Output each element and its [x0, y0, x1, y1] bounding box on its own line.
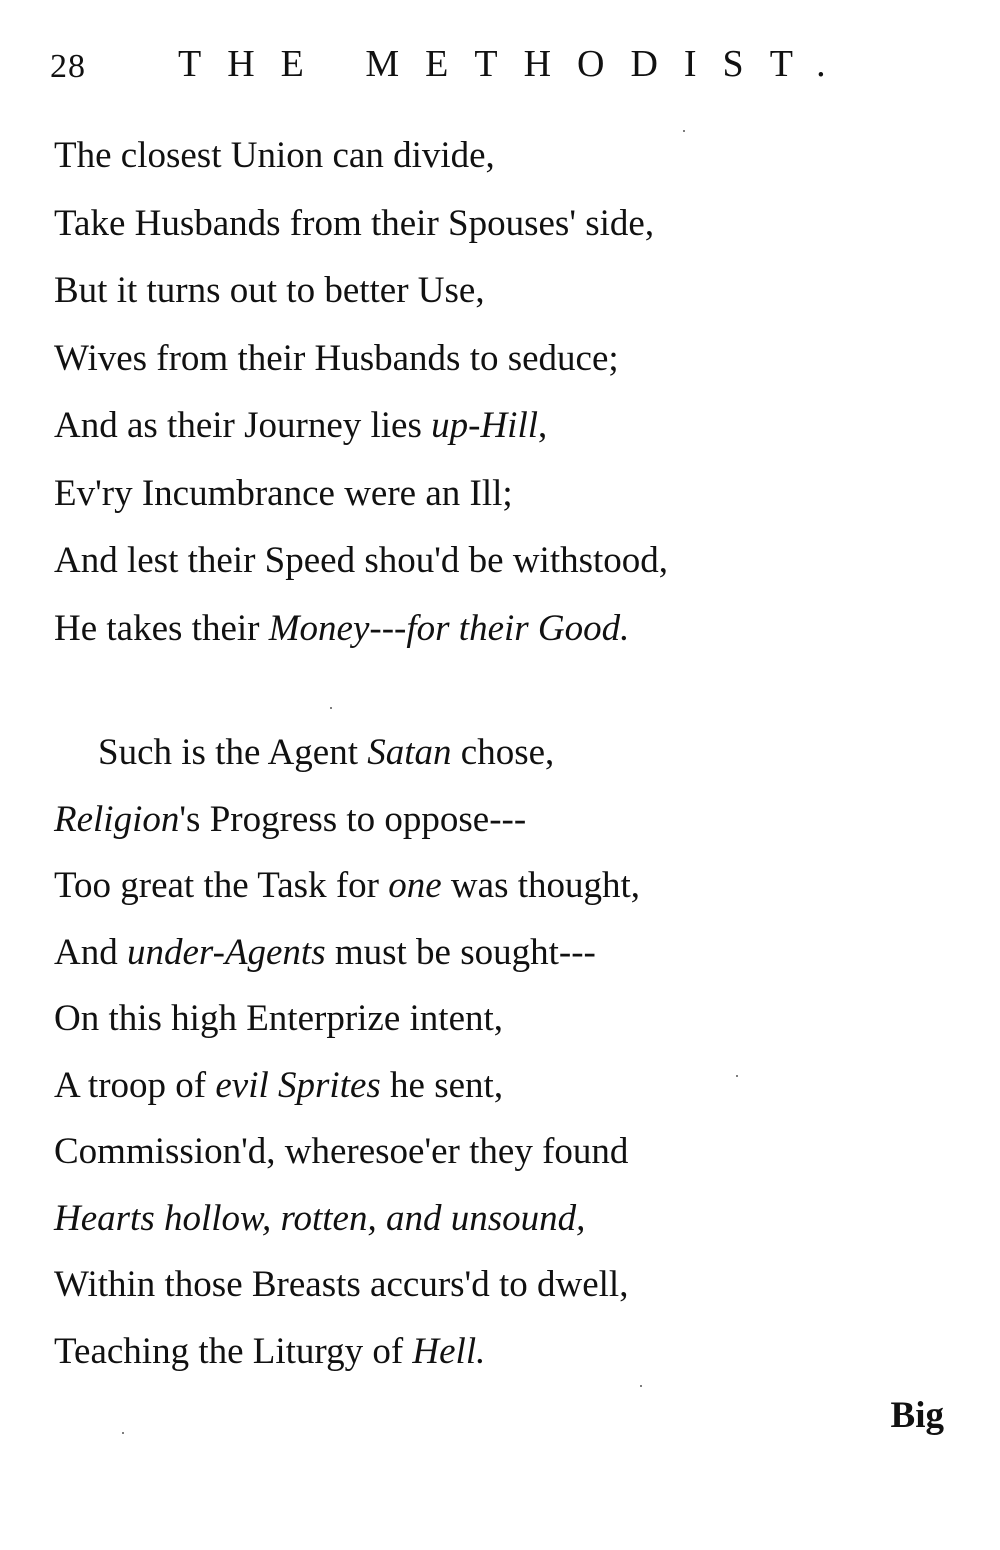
poem-line [54, 257, 668, 325]
italic-text: Hell. [412, 1330, 486, 1372]
paper-speck [683, 130, 685, 132]
italic-text: one [388, 865, 442, 906]
paper-speck [330, 707, 332, 709]
paper-speck [736, 1075, 738, 1077]
line-text: And as their Journey lies [54, 405, 432, 446]
line-text: Take Husbands from their Spouses' side, [54, 202, 655, 244]
line-text: Wives from their Husbands to seduce; [54, 337, 619, 379]
poem-line [54, 1252, 640, 1319]
line-text: Within those Breasts accurs'd to dwell, [54, 1264, 629, 1305]
poem-line [54, 190, 668, 258]
italic-text: Religion [54, 798, 180, 840]
paper-speck [122, 1432, 124, 1434]
poem-line [54, 1053, 640, 1120]
poem-line [54, 1119, 640, 1186]
poem-stanza-1 [54, 122, 668, 662]
line-text: The closest Union can divide, [54, 135, 495, 176]
poem-line [54, 1319, 640, 1386]
italic-text: Satan [367, 732, 452, 773]
running-title: THE METHODIST. [178, 43, 852, 85]
line-text: was thought, [441, 865, 641, 906]
italic-text: Money---for their Good. [268, 607, 630, 649]
line-text: Too great the Task for [54, 865, 389, 906]
poem-line [54, 527, 668, 595]
catchword: Big [890, 1395, 944, 1436]
poem-line [54, 325, 668, 393]
line-text: Teaching the Liturgy of [54, 1330, 413, 1372]
poem-line [54, 720, 640, 787]
poem-line [54, 392, 668, 460]
line-text: must be sought--- [325, 931, 596, 973]
italic-text: Hearts hollow, rotten, and unsound, [54, 1197, 586, 1239]
poem-line [54, 853, 640, 920]
line-text: And [54, 931, 127, 973]
paper-speck [640, 1385, 642, 1387]
line-text: Ev'ry Incumbrance were an Ill; [54, 472, 513, 514]
line-text: Such is the Agent [98, 732, 368, 773]
poem-line [54, 787, 640, 854]
poem-line [54, 920, 640, 987]
line-text: , [538, 405, 548, 446]
poem-line [54, 986, 640, 1053]
page-header [50, 42, 870, 92]
line-text: But it turns out to better Use, [54, 270, 485, 311]
italic-text: under-Agents [126, 931, 326, 973]
line-text: 's Progress to oppose--- [179, 798, 527, 840]
italic-text: evil Sprites [215, 1064, 381, 1106]
poem-line [54, 595, 668, 663]
line-text: he sent, [380, 1064, 504, 1106]
line-text: He takes their [54, 607, 269, 649]
poem-line [54, 1186, 640, 1253]
line-text: chose, [451, 732, 555, 773]
line-text: Commission'd, wheresoe'er they found [54, 1131, 629, 1172]
poem-line [54, 460, 668, 528]
italic-text: up-Hill [431, 405, 539, 446]
line-text: A troop of [54, 1064, 216, 1106]
page-number: 28 [50, 48, 86, 85]
poem-stanza-2 [54, 720, 640, 1385]
poem-line [54, 122, 668, 190]
line-text: On this high Enterprize intent, [54, 998, 504, 1039]
line-text: And lest their Speed shou'd be withstood, [54, 540, 669, 581]
